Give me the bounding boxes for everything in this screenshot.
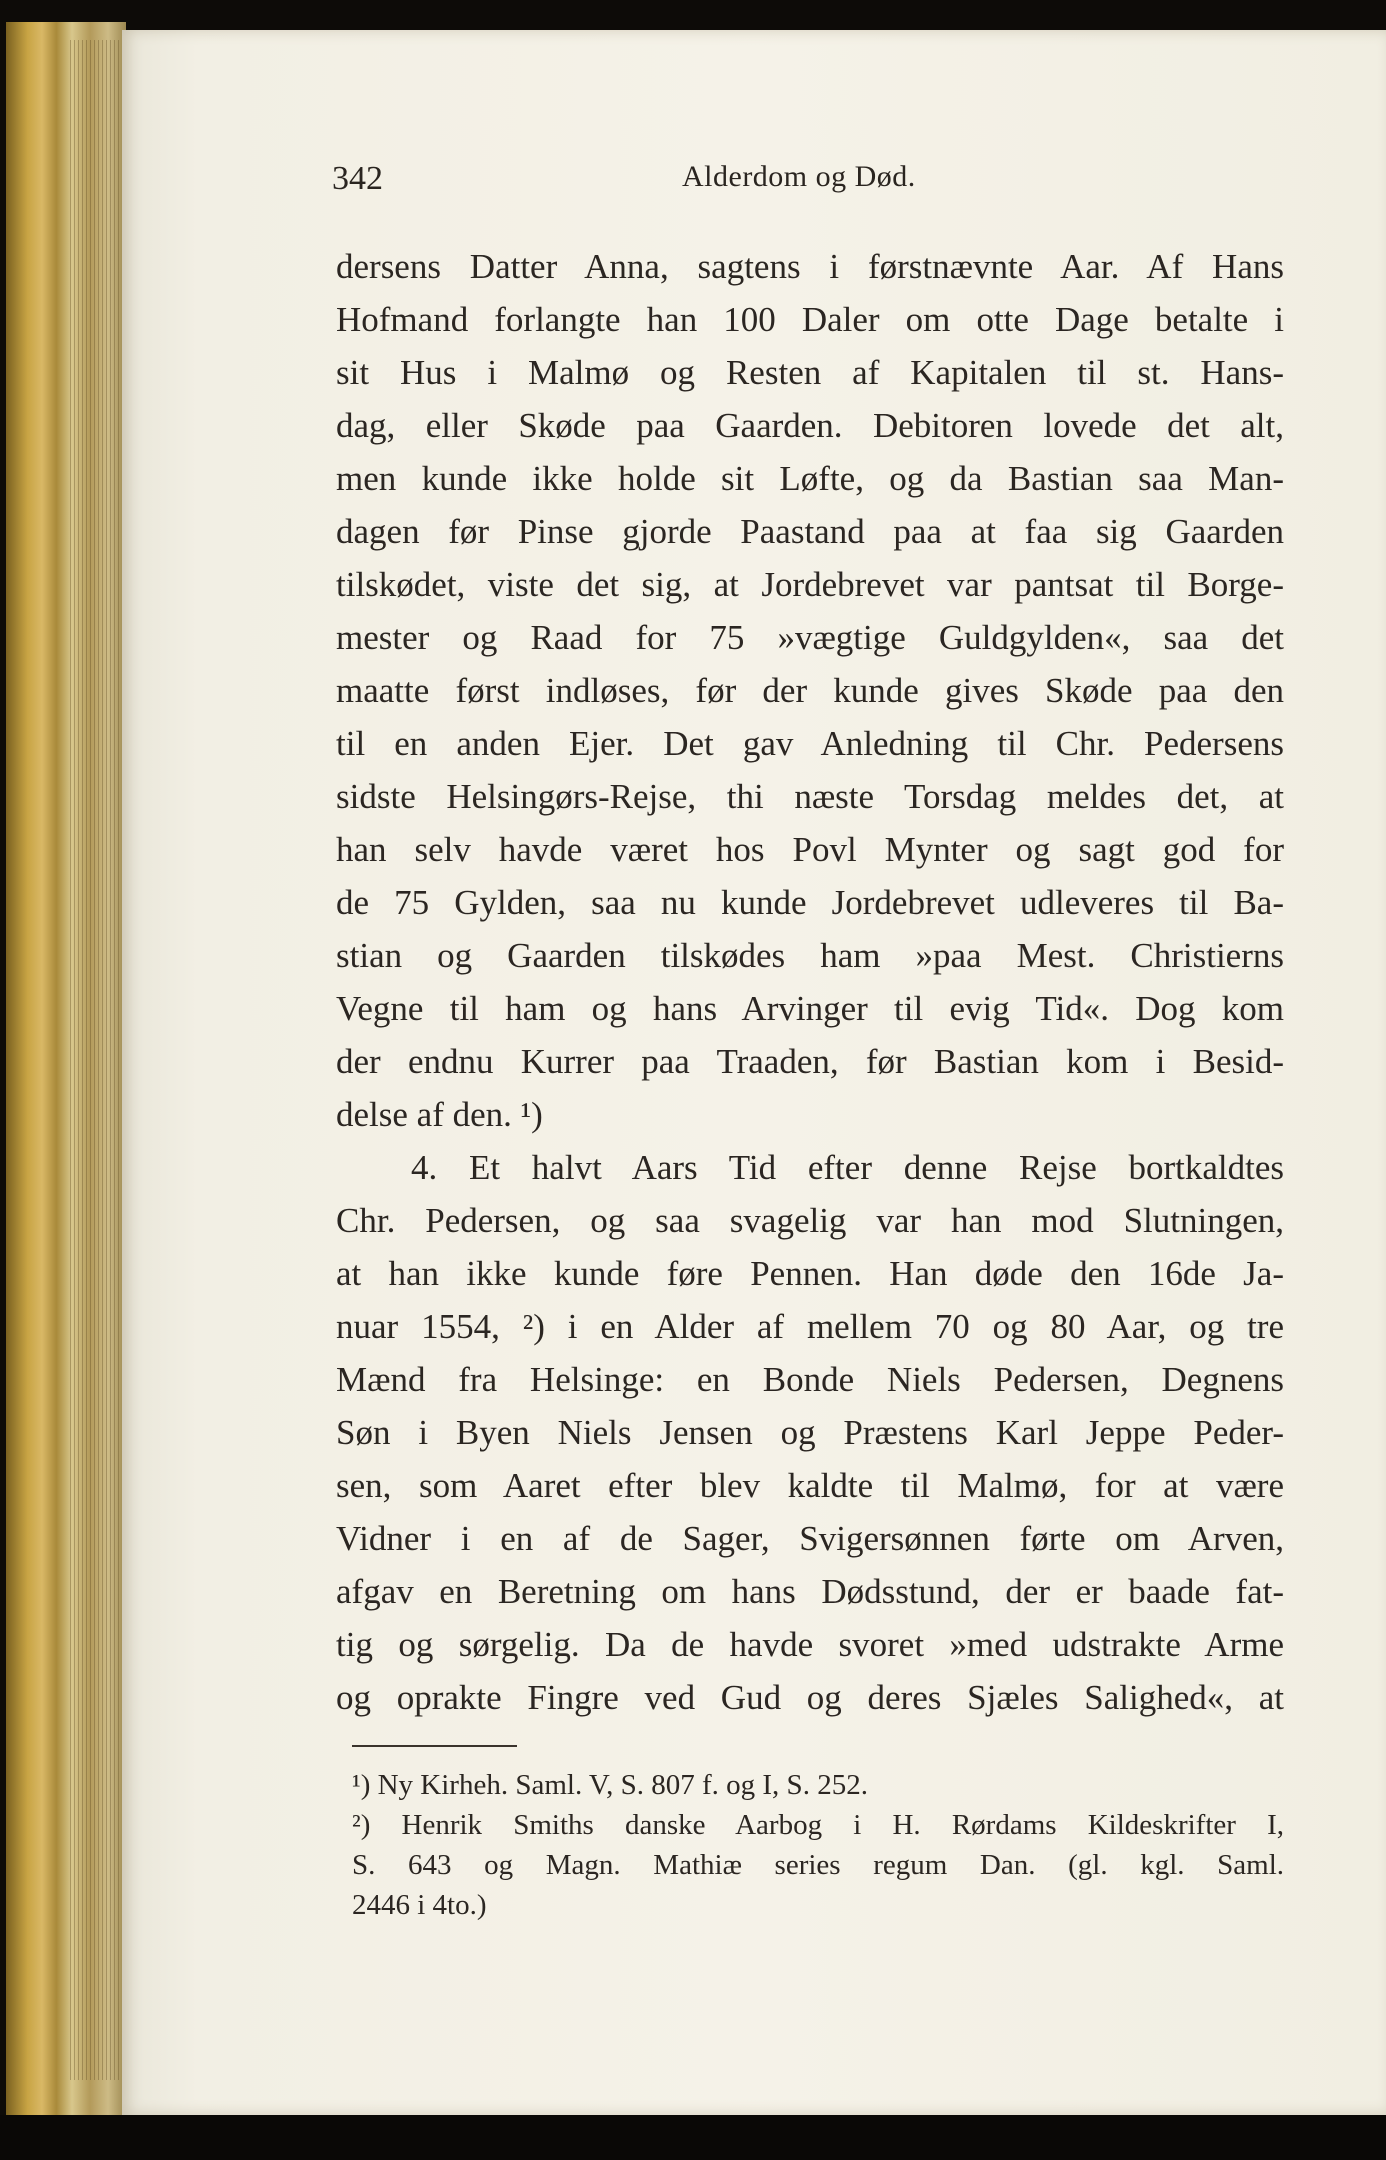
text-line: tilskødet, viste det sig, at Jordebrevet var pantsat til Borge- (336, 565, 1284, 604)
text-line: mester og Raad for 75 »vægtige Guldgylden«, saa det (336, 618, 1284, 657)
footnote-line: S. 643 og Magn. Mathiæ series regum Dan. (gl. kgl. Saml. (352, 1849, 1284, 1881)
text-line: Søn i Byen Niels Jensen og Præstens Karl Jeppe Peder- (336, 1413, 1284, 1452)
text-line: til en anden Ejer. Det gav Anledning til Chr. Pedersens (336, 724, 1284, 763)
text-line: nuar 1554, ²) i en Alder af mellem 70 og 80 Aar, og tre (336, 1307, 1284, 1346)
footnotes (352, 1765, 1284, 1925)
page-edges (70, 40, 122, 2080)
text-line: stian og Gaarden tilskødes ham »paa Mest. Christierns (336, 936, 1284, 975)
text-line: Vidner i en af de Sager, Svigersønnen førte om Arven, (336, 1519, 1284, 1558)
text-line: Hofmand forlangte han 100 Daler om otte Dage betalte i (336, 300, 1284, 339)
text-line: og oprakte Fingre ved Gud og deres Sjæles Salighed«, at (336, 1678, 1284, 1717)
text-line: de 75 Gylden, saa nu kunde Jordebrevet udleveres til Ba- (336, 883, 1284, 922)
text-line: sidste Helsingørs-Rejse, thi næste Torsdag meldes det, at (336, 777, 1284, 816)
text-line: Vegne til ham og hans Arvinger til evig Tid«. Dog kom (336, 989, 1284, 1028)
text-line: at han ikke kunde føre Pennen. Han døde den 16de Ja- (336, 1254, 1284, 1293)
text-line: Mænd fra Helsinge: en Bonde Niels Pedersen, Degnens (336, 1360, 1284, 1399)
text-line: der endnu Kurrer paa Traaden, før Bastian kom i Besid- (336, 1042, 1284, 1081)
text-line: dag, eller Skøde paa Gaarden. Debitoren lovede det alt, (336, 406, 1284, 445)
text-line: afgav en Beretning om hans Dødsstund, der er baade fat- (336, 1572, 1284, 1611)
scan-background (0, 2115, 1386, 2160)
text-line: 4. Et halvt Aars Tid efter denne Rejse bortkaldtes (411, 1148, 1284, 1187)
page-number: 342 (332, 160, 383, 197)
running-title: Alderdom og Død. (682, 160, 916, 193)
text-line: dagen før Pinse gjorde Paastand paa at faa sig Gaarden (336, 512, 1284, 551)
footnote-line: 2446 i 4to.) (352, 1889, 487, 1921)
footnote-rule (352, 1745, 517, 1747)
footnote-line: ²) Henrik Smiths danske Aarbog i H. Rørdams Kildeskrifter I, (352, 1809, 1284, 1841)
text-line: men kunde ikke holde sit Løfte, og da Bastian saa Man- (336, 459, 1284, 498)
text-line: dersens Datter Anna, sagtens i førstnævnte Aar. Af Hans (336, 247, 1284, 286)
footnote-line: ¹) Ny Kirheh. Saml. V, S. 807 f. og I, S. 252. (352, 1769, 868, 1801)
text-line: maatte først indløses, før der kunde gives Skøde paa den (336, 671, 1284, 710)
text-line: tig og sørgelig. Da de havde svoret »med udstrakte Arme (336, 1625, 1284, 1664)
text-line: delse af den. ¹) (336, 1095, 543, 1134)
page-header (332, 160, 1282, 210)
text-line: Chr. Pedersen, og saa svagelig var han mod Slutningen, (336, 1201, 1284, 1240)
text-line: sen, som Aaret efter blev kaldte til Malmø, for at være (336, 1466, 1284, 1505)
text-line: han selv havde været hos Povl Mynter og sagt god for (336, 830, 1284, 869)
text-line: sit Hus i Malmø og Resten af Kapitalen til st. Hans- (336, 353, 1284, 392)
body-text (336, 240, 1284, 1724)
